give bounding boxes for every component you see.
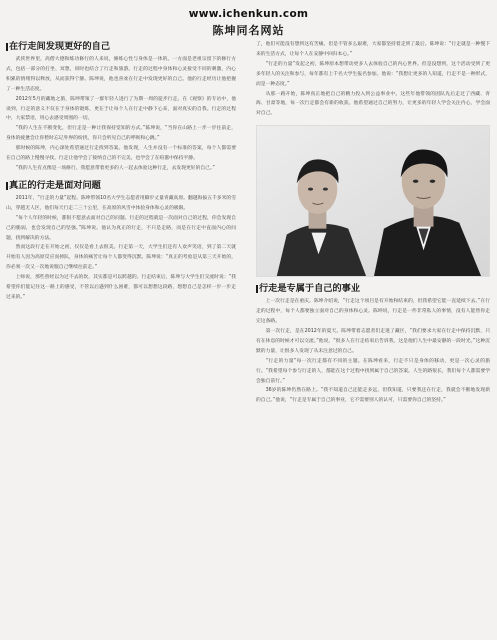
paragraph: “每个人年轻的时候，都很不愿意去面对自己的问题。行走的过程就是一次面对自己的过程，你会发现自己的脆弱，也会发现自己的坚强。”陈坤说。他认为真正的行走，不只是走路，而是在行走中直面内心的问题，找到解决的方法。 (6, 215, 236, 241)
paragraph: 2012年5月的藏地之旅，陈坤带领了一群年轻人进行了为期一周的徒步行走。在《观察》的专访中，他谈到，行走的意义不仅在于身体的锻炼，更在于让每个人在行走中静下心来，面对真实的自我。行走的过程中，大家禁语，用心去感受周围的一切。 (6, 96, 236, 122)
paragraph: 36岁的陈坤仍然在路上。“我不知道自己还能走多远，但我知道，只要我还在行走，我就会不断地发现新的自己。”他说，“行走是专属于自己的事业，它不需要别人的认可，只需要你自己的坚持。” (256, 388, 490, 404)
section-heading-face-problems: 真正的行走是面对问题 (6, 180, 236, 192)
paragraph: 从那一路开始，陈坤真正地把自己的精力投入到公益事业中。这些年他带领的团队先后走过了西藏、青海、甘肃等地，每一次行走都会有新的收获。他希望通过自己的努力，让更多的年轻人学会关注内心，学会面对自己。 (256, 91, 490, 117)
paragraph: 上一次行走是在重庆。陈坤介绍说，“行走这个项目是有开始和结束的，但我希望它能一直延续下去。”在行走的过程中，每个人都要独立面对自己的身体和心灵。陈坤说，行走是一件非常私人的事情，没有人能替你走完这条路。 (256, 299, 490, 325)
site-url: www.ichenkun.com (188, 8, 309, 20)
paragraph: “行走的力量”发起之初，陈坤原本想带动更多人去体验自己的内心世界。但是没想到，这个活动受到了更多年轻人的关注和参与，每年都有上千名大学生报名参加。他说：“我想让更多的人知道，行走不是一种形式，而是一种态度。” (256, 61, 490, 87)
section-heading-own-career: 行走是专属于自己的事业 (256, 283, 490, 295)
paragraph: 了，他们可能没有想到这有苦痛。但是不管多么艰难，大家都坚持着走到了最后。陈坤说：“行走就是一种慢下来的生活方式，让每个人在安静中回归本心。” (256, 42, 490, 57)
paragraph: “行走的力量”每一次行走都有不同的主题。在陈坤看来，行走不只是身体的移动，更是一次心灵的旅行。“我希望每个参与行走的人，都能在这个过程中找到属于自己的答案。人生的路很长，我们每个人都需要学会独自前行。” (256, 358, 490, 384)
paragraph: “我的人生在不断变化，但行走是一种让我保持觉知的方式。”陈坤说，“当你在山路上一步一步往前走，身体的疲惫会让你暂时忘记外界的纷扰，你只会听见自己的呼吸和心跳。” (6, 126, 236, 142)
paragraph: “我的人生有点像是一场修行，我愿意带着更多的人一起去体验这种行走，去发现更好的自己。” (15, 165, 215, 171)
paragraph: 上师说，那些曾经以为过不去的坎，其实都是可以跨越的。行走结束后，陈坤与大学生们交流时说：“我希望你们能记住这一路上的感受，不管以后遇到什么困难，都可以想想这段路，想想自己是怎样一步一步走过来的。” (6, 275, 236, 300)
paragraph: 然而这段行走在开始之初，仅仅是看上去很美。行走第一天，大学生们还有人欢声笑语，到了第二天就开始有人因为高原反应而掉队，身体的痛苦让每个人都变得沉默。陈坤说：“真正的考验是从第三天开始的，你必须一次又一次地说服自己继续往前走。” (6, 245, 236, 271)
right-column (256, 40, 490, 406)
section-heading-walk: 在行走间发现更好的自己 (6, 41, 236, 53)
paragraph: 武侠世界里，高僧大德和练功修行的人来说，修炼心性与身体是一体的。一方面是老祖宗留下的修行方式，包括一部分的打坐、冥想，同时也结合了行走和旅游。行走的过程中身体和心灵接受不同的刺激，内心积累的情绪得以释放，从而获得宁静。陈坤说，他也喜欢在行走中发现更好的自己。他的行走经历让他把握了一种生活态度。 (6, 57, 236, 92)
paragraph: 第一次行走，是在2012年的夏天。陈坤带着志愿者们走进了藏区，“我们要求大家在行走中保持沉默，只有在休息的时候才可以交流。”他说，“很多人在行走结束后告诉我，这是他们人生中最安静的一段时光。”这种沉默的力量，让很多人发现了从未注意过的自己。 (256, 328, 490, 354)
site-name: 陈坤同名网站 (212, 24, 285, 37)
paragraph: 那时候的陈坤，内心深处希望通过行走找到答案。他发现，人生并没有一个标准的答案，每个人都需要在自己的路上慢慢寻找。行走让他学会了接纳自己的不完美，也学会了在喧嚣中保持平静。 (6, 146, 236, 162)
portrait-photo (256, 125, 490, 277)
portrait-image (257, 126, 489, 276)
paragraph: 2011年，“行走的力量”起程。陈坤带领10名大学生志愿者用脚步丈量青藏高原。翻越海拔五千多米的雪山，穿越无人区，他们每天行走二三十公里，在高原的风雪中体验身体和心灵的极限。 (6, 195, 236, 211)
left-column (6, 40, 236, 303)
